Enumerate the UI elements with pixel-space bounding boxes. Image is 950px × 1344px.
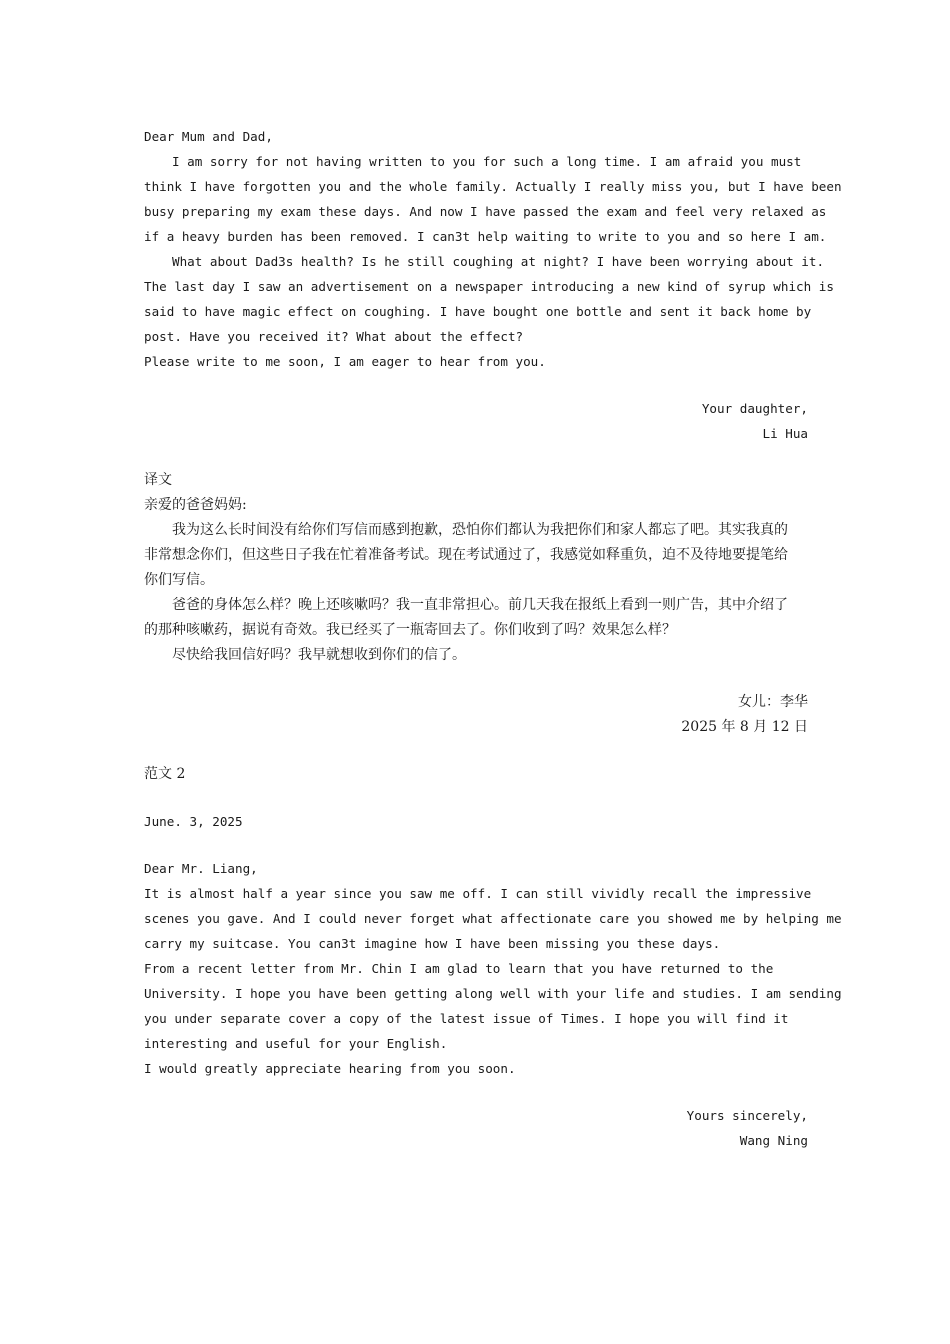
text-line: 你们写信。: [144, 572, 214, 588]
sample2-date: June. 3, 2025: [144, 814, 243, 829]
sample2-closing: Yours sincerely,: [686, 1108, 808, 1123]
sample2-signature: Wang Ning: [739, 1133, 808, 1148]
text-line: you under separate cover a copy of the latest issue of Times. I hope you will find it: [144, 1011, 789, 1026]
text-line: 的那种咳嗽药，据说有奇效。我已经买了一瓶寄回去了。你们收到了吗？效果怎么样？: [144, 622, 676, 638]
text-line: It is almost half a year since you saw me off. I can still vividly recall the impressive: [144, 886, 812, 901]
translation-signature: 女儿：李华: [738, 694, 808, 710]
text-line: post. Have you received it? What about the effect?: [144, 329, 524, 344]
text-line: scenes you gave. And I could never forget what affectionate care you showed me by helping me: [144, 911, 842, 926]
text-line: 爸爸的身体怎么样？晚上还咳嗽吗？我一直非常担心。前几天我在报纸上看到一则广告，其中介绍了: [172, 597, 788, 613]
translation-section: [144, 468, 808, 740]
text-line: The last day I saw an advertisement on a newspaper introducing a new kind of syrup which is: [144, 279, 834, 294]
text-line: I am sorry for not having written to you for such a long time. I am afraid you must: [172, 154, 802, 169]
translation-salutation: 亲爱的爸爸妈妈:: [144, 497, 247, 513]
text-line: if a heavy burden has been removed. I can3t help waiting to write to you and so here I am.: [144, 229, 827, 244]
text-line: said to have magic effect on coughing. I have bought one bottle and sent it back home by: [144, 304, 812, 319]
text-line: think I have forgotten you and the whole family. Actually I really miss you, but I have been: [144, 179, 842, 194]
letter1-signature: Li Hua: [762, 426, 808, 441]
text-line: From a recent letter from Mr. Chin I am glad to learn that you have returned to the: [144, 961, 774, 976]
letter1-paragraph-3: Please write to me soon, I am eager to hear from you.: [144, 354, 546, 369]
text-line: carry my suitcase. You can3t imagine how I have been missing you these days.: [144, 936, 721, 951]
letter1-closing: Your daughter,: [701, 401, 808, 416]
text-line: 非常想念你们，但这些日子我在忙着准备考试。现在考试通过了，我感觉如释重负，迫不及待地要提笔给: [144, 547, 788, 563]
text-line: What about Dad3s health? Is he still coughing at night? I have been worrying about it.: [172, 254, 825, 269]
translation-paragraph-3: 尽快给我回信好吗？我早就想收到你们的信了。: [172, 647, 466, 663]
sample2-paragraph-1: [144, 881, 842, 956]
letter-1: [144, 124, 842, 446]
letter1-paragraph-1: [144, 149, 842, 249]
translation-paragraph-2: [144, 593, 808, 643]
letter1-salutation: Dear Mum and Dad,: [144, 129, 273, 144]
text-line: 我为这么长时间没有给你们写信而感到抱歉，恐怕你们都认为我把你们和家人都忘了吧。其实我真的: [172, 522, 788, 538]
sample2-heading: 范文 2: [144, 766, 186, 782]
text-line: University. I hope you have been getting along well with your life and studies. I am sending: [144, 986, 842, 1001]
translation-heading: 译文: [144, 472, 172, 488]
sample-2-section: [144, 762, 842, 1153]
sample2-salutation: Dear Mr. Liang,: [144, 861, 258, 876]
text-line: interesting and useful for your English.: [144, 1036, 448, 1051]
translation-paragraph-1: [144, 518, 808, 593]
sample2-paragraph-2: [144, 956, 842, 1056]
translation-date: 2025 年 8 月 12 日: [681, 719, 808, 735]
document-page: [144, 124, 842, 1153]
letter1-paragraph-2: [144, 249, 834, 349]
sample2-paragraph-3: I would greatly appreciate hearing from you soon.: [144, 1061, 516, 1076]
text-line: busy preparing my exam these days. And now I have passed the exam and feel very relaxed as: [144, 204, 827, 219]
